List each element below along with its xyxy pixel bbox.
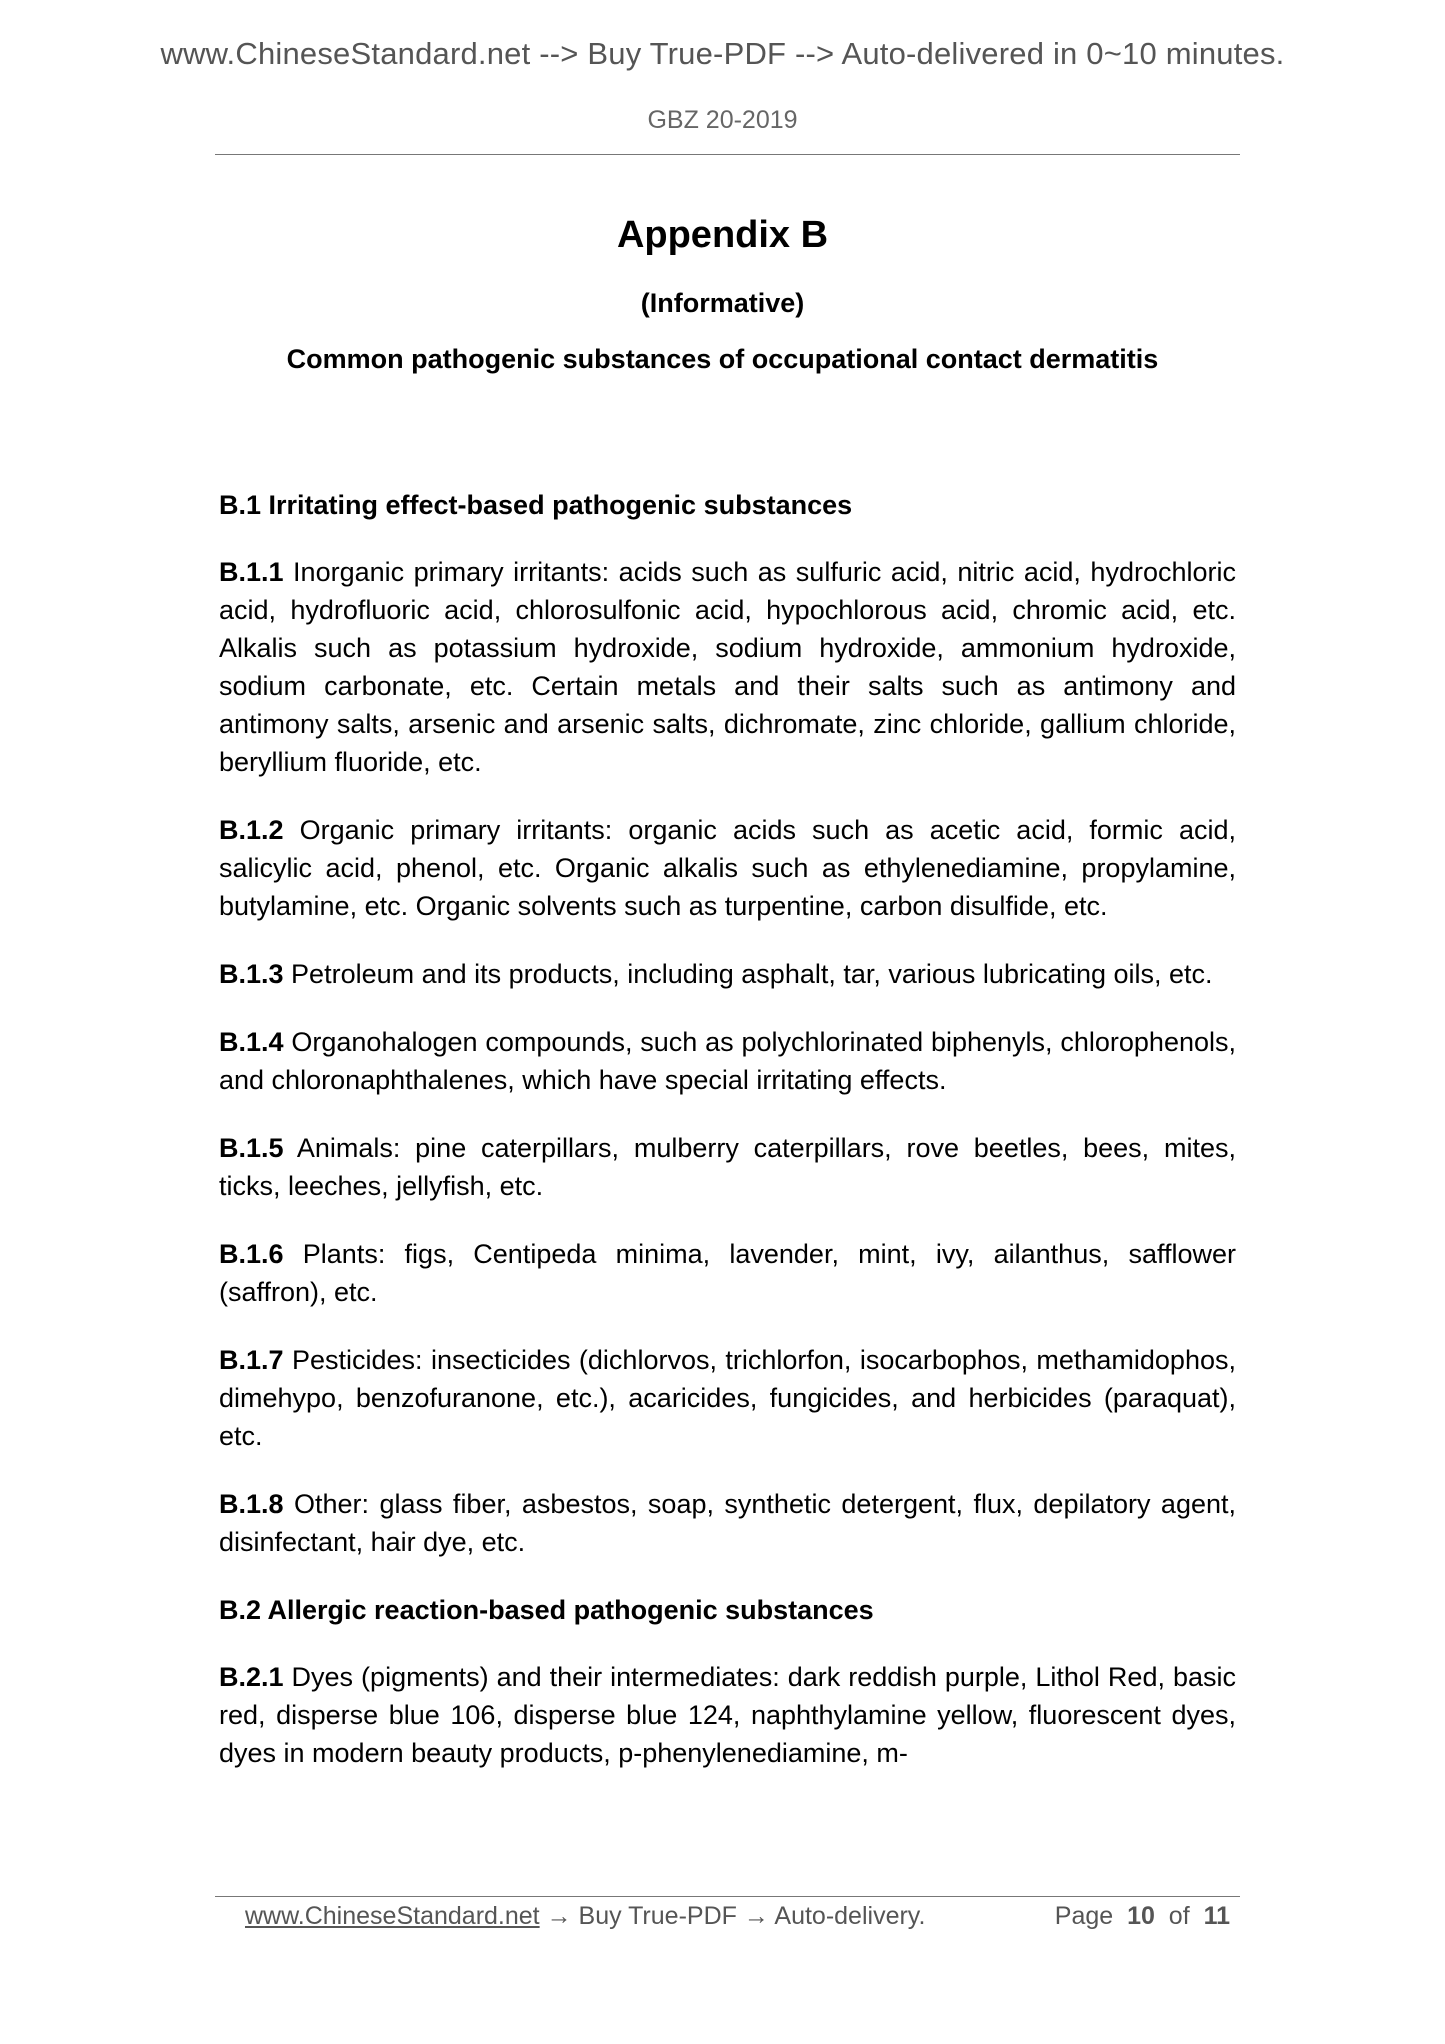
document-body bbox=[219, 486, 1236, 1802]
page-total: 11 bbox=[1203, 1902, 1230, 1930]
section-heading-b1: B.1 Irritating effect-based pathogenic substances bbox=[219, 490, 853, 520]
clause-b-1-6 bbox=[219, 1235, 1236, 1311]
clause-b-1-3 bbox=[219, 955, 1236, 993]
page-label: Page bbox=[1054, 1902, 1114, 1930]
clause-text: Plants: figs, Centipeda minima, lavender, mint, ivy, ailanthus, safflower (saffron), etc. bbox=[219, 1239, 1236, 1307]
document-code: GBZ 20-2019 bbox=[647, 106, 798, 134]
top-banner: www.ChineseStandard.net --> Buy True-PDF --> Auto-delivered in 0~10 minutes. bbox=[160, 36, 1285, 71]
footer-left bbox=[245, 1902, 925, 1931]
clause-number: B.1.6 bbox=[219, 1239, 284, 1269]
clause-number: B.1.3 bbox=[219, 959, 284, 989]
header-divider bbox=[215, 154, 1240, 155]
clause-number: B.1.5 bbox=[219, 1133, 284, 1163]
clause-b-1-8 bbox=[219, 1485, 1236, 1561]
clause-number: B.1.7 bbox=[219, 1345, 284, 1375]
footer-site-link[interactable]: www.ChineseStandard.net bbox=[245, 1902, 540, 1930]
clause-b-1-1 bbox=[219, 553, 1236, 781]
clause-b-1-7 bbox=[219, 1341, 1236, 1455]
clause-number: B.2.1 bbox=[219, 1662, 284, 1692]
clause-text: Inorganic primary irritants: acids such as sulfuric acid, nitric acid, hydrochloric acid, hydrofluoric acid, chlorosulfonic acid, hypochlorous acid, chromic acid, etc. Alkalis such as potassium hydroxide, sodium hydroxide, ammonium hydroxide, sodium carbonate, etc. Certain metals and their salts such as antimony and antimony salts, arsenic and arsenic salts, dichromate, zinc chloride, gallium chloride, beryllium fluoride, etc. bbox=[219, 557, 1236, 777]
clause-number: B.1.1 bbox=[219, 557, 284, 587]
clause-text: Pesticides: insecticides (dichlorvos, trichlorfon, isocarbophos, methamidophos, dimehypo, benzofuranone, etc.), acaricides, fungicides, and herbicides (paraquat), etc. bbox=[219, 1345, 1236, 1451]
clause-b-1-4 bbox=[219, 1023, 1236, 1099]
clause-b-1-5 bbox=[219, 1129, 1236, 1205]
clause-text: Petroleum and its products, including asphalt, tar, various lubricating oils, etc. bbox=[283, 959, 1213, 989]
clause-text: Dyes (pigments) and their intermediates: dark reddish purple, Lithol Red, basic red, disperse blue 106, disperse blue 124, naphthylamine yellow, fluorescent dyes, dyes in modern beauty products, p-phenylenediamine, m- bbox=[219, 1662, 1236, 1768]
page-of-label: of bbox=[1168, 1902, 1190, 1930]
appendix-title: Appendix B bbox=[616, 214, 829, 256]
clause-text: Animals: pine caterpillars, mulberry caterpillars, rove beetles, bees, mites, ticks, leeches, jellyfish, etc. bbox=[219, 1133, 1236, 1201]
appendix-caption: Common pathogenic substances of occupational contact dermatitis bbox=[286, 344, 1159, 374]
clause-number: B.1.4 bbox=[219, 1027, 284, 1057]
clause-text: Organohalogen compounds, such as polychlorinated biphenyls, chlorophenols, and chloronaphthalenes, which have special irritating effects. bbox=[219, 1027, 1236, 1095]
clause-b-2-1 bbox=[219, 1658, 1236, 1772]
clause-number: B.1.2 bbox=[219, 815, 284, 845]
appendix-type: (Informative) bbox=[640, 288, 805, 318]
footer-divider bbox=[215, 1896, 1240, 1897]
clause-number: B.1.8 bbox=[219, 1489, 284, 1519]
clause-text: Other: glass fiber, asbestos, soap, synthetic detergent, flux, depilatory agent, disinfectant, hair dye, etc. bbox=[219, 1489, 1236, 1557]
clause-b-1-2 bbox=[219, 811, 1236, 925]
page-number: 10 bbox=[1127, 1902, 1155, 1930]
section-heading-b2: B.2 Allergic reaction-based pathogenic substances bbox=[219, 1595, 874, 1625]
clause-text: Organic primary irritants: organic acids such as acetic acid, formic acid, salicylic acid, phenol, etc. Organic alkalis such as ethylenediamine, propylamine, butylamine, etc. Organic solvents such as turpentine, carbon disulfide, etc. bbox=[219, 815, 1236, 921]
footer-promo-text: → Buy True-PDF → Auto-delivery. bbox=[539, 1902, 926, 1930]
page-counter bbox=[1055, 1902, 1230, 1931]
